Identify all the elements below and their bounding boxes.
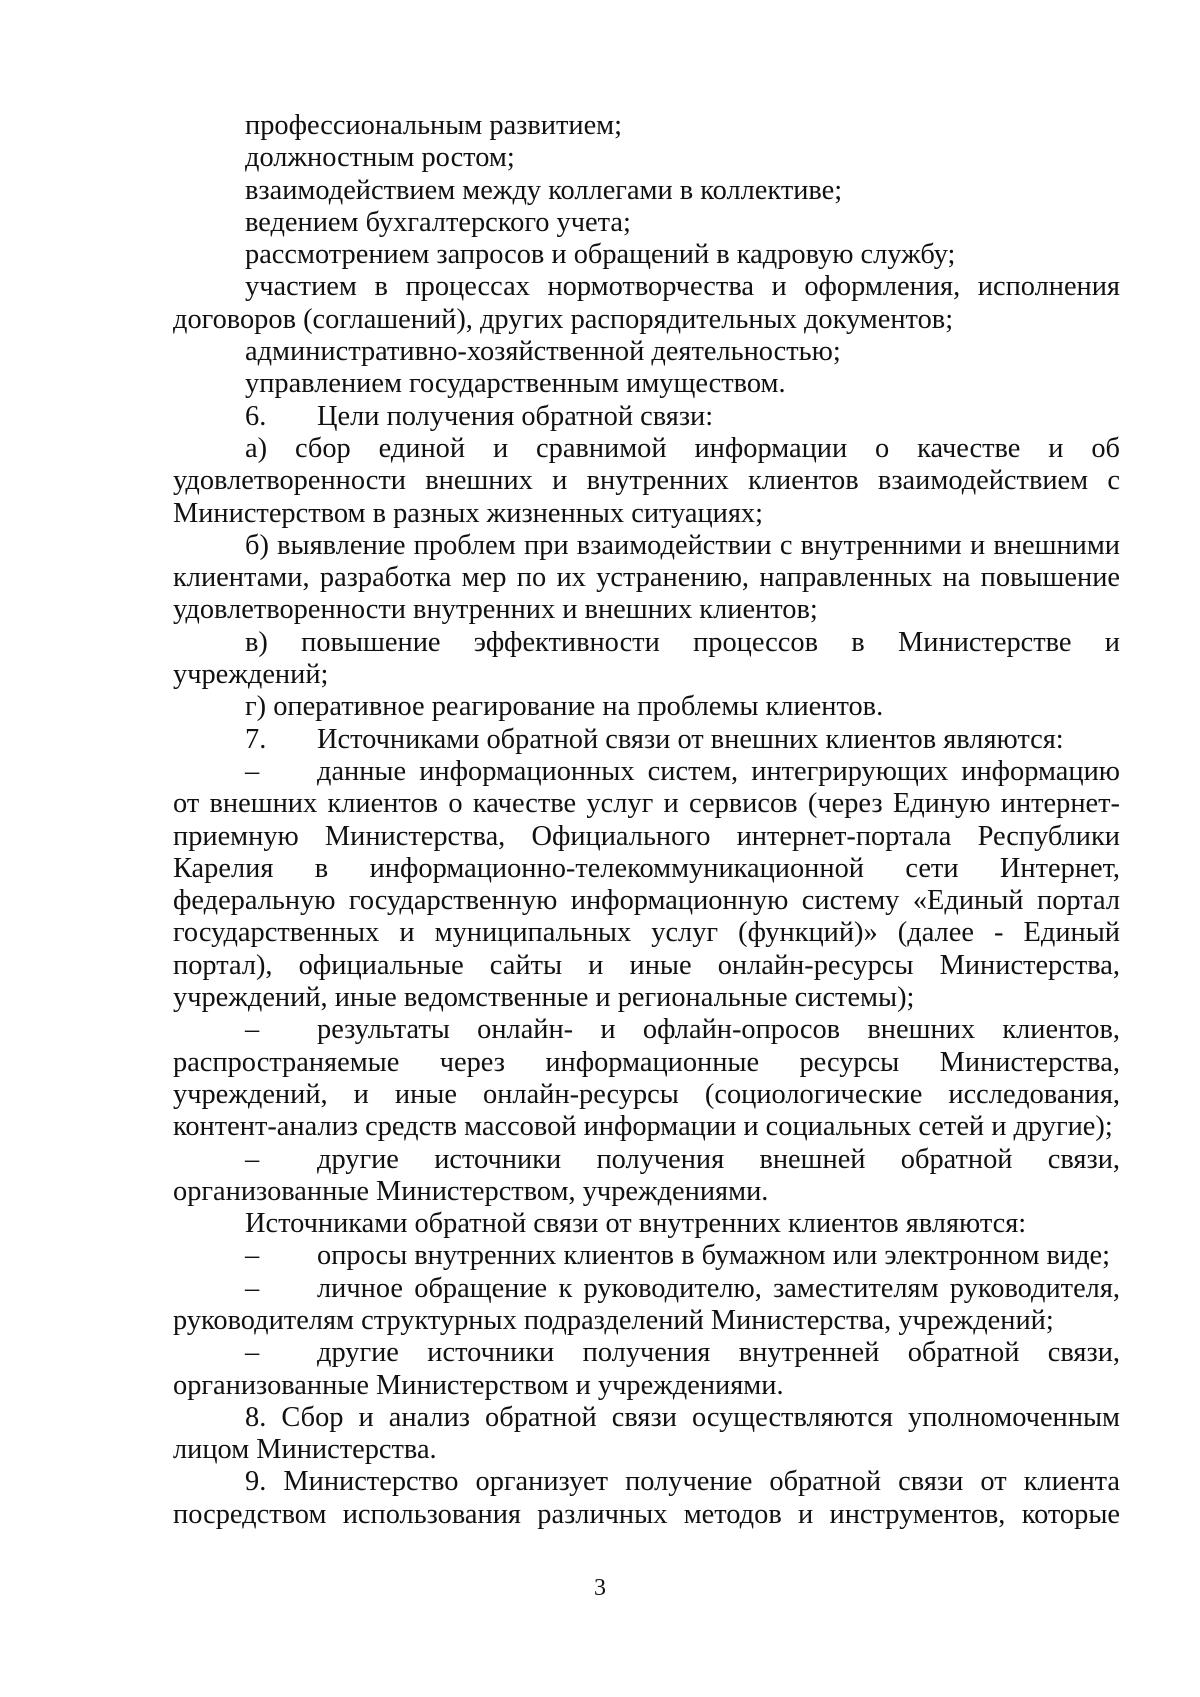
text-line: данные информационных систем, интегрирующих информацию	[317, 755, 1120, 787]
text-line: 9. Министерство организует получение обратной связи от клиента	[245, 1466, 1120, 1498]
text-line: организованные Министерством и учреждениями.	[173, 1369, 784, 1401]
section-heading	[173, 724, 1120, 756]
bullet-dash: –	[245, 1272, 260, 1304]
text-line: участием в процессах нормотворчества и оформления, исполнения	[245, 271, 1120, 303]
section-title: Источниками обратной связи от внешних клиентов являются:	[317, 723, 1064, 755]
text-line: а) сбор единой и сравнимой информации о качестве и об	[245, 432, 1120, 464]
section-heading	[173, 401, 1120, 433]
bullet-line	[173, 1144, 1120, 1176]
bullet-dash: –	[245, 1337, 260, 1369]
text-line: должностным ростом;	[245, 142, 515, 174]
text-line: административно-хозяйственной деятельностью;	[245, 336, 841, 368]
bullet-line	[173, 1014, 1120, 1046]
text-line: взаимодействием между коллегами в коллективе;	[245, 174, 843, 206]
text-line: управлением государственным имуществом.	[245, 368, 786, 400]
text-line: в) повышение эффективности процессов в Министерстве и	[245, 626, 1120, 658]
text-line: Источниками обратной связи от внутренних клиентов являются:	[245, 1208, 1027, 1240]
text-line: другие источники получения внешней обратной связи,	[317, 1143, 1120, 1175]
text-line: рассмотрением запросов и обращений в кадровую службу;	[245, 239, 956, 271]
bullet-dash: –	[245, 1240, 260, 1272]
text-line: г) оперативное реагирование на проблемы клиентов.	[245, 691, 884, 723]
text-line: приемную Министерства, Официального интернет-портала Республики	[173, 820, 1120, 852]
text-line: результаты онлайн- и офлайн-опросов внешних клиентов,	[317, 1014, 1120, 1046]
text-line: клиентами, разработка мер по их устранению, направленных на повышение	[173, 562, 1120, 594]
text-line: Министерством в разных жизненных ситуациях;	[173, 497, 763, 529]
bullet-line	[173, 1273, 1120, 1305]
text-line: опросы внутренних клиентов в бумажном или электронном виде;	[317, 1240, 1111, 1272]
text-line: лицом Министерства.	[173, 1434, 437, 1466]
text-line: контент-анализ средств массовой информации и социальных сетей и другие);	[173, 1111, 1113, 1143]
document-page	[173, 110, 1120, 1531]
text-line: учреждений, и иные онлайн-ресурсы (социологические исследования,	[173, 1078, 1120, 1110]
text-line: личное обращение к руководителю, заместителям руководителя,	[317, 1272, 1120, 1304]
text-line: распространяемые через информационные ресурсы Министерства,	[173, 1046, 1120, 1078]
text-line: федеральную государственную информационную систему «Единый портал	[173, 885, 1120, 917]
text-line: от внешних клиентов о качестве услуг и сервисов (через Единую интернет-	[173, 788, 1120, 820]
text-line: учреждений, иные ведомственные и региональные системы);	[173, 982, 915, 1014]
text-line: организованные Министерством, учреждениями.	[173, 1175, 769, 1207]
bullet-dash: –	[245, 1143, 260, 1175]
text-line: удовлетворенности внешних и внутренних клиентов взаимодействием с	[173, 465, 1120, 497]
text-line: 8. Сбор и анализ обратной связи осуществляются уполномоченным	[245, 1401, 1120, 1433]
text-line: Карелия в информационно-телекоммуникационной сети Интернет,	[173, 852, 1120, 884]
section-number: 6.	[245, 400, 267, 432]
text-line: руководителям структурных подразделений Министерства, учреждений;	[173, 1304, 1054, 1336]
text-line: портал), официальные сайты и иные онлайн-ресурсы Министерства,	[173, 949, 1120, 981]
page-number: 3	[594, 1575, 606, 1601]
text-line: профессиональным развитием;	[245, 110, 623, 141]
text-line: посредством использования различных методов и инструментов, которые	[173, 1498, 1120, 1530]
text-line: удовлетворенности внутренних и внешних клиентов;	[173, 594, 818, 626]
text-line: ведением бухгалтерского учета;	[245, 206, 631, 238]
bullet-dash: –	[245, 755, 260, 787]
bullet-dash: –	[245, 1014, 260, 1046]
section-number: 7.	[245, 723, 267, 755]
text-line: другие источники получения внутренней обратной связи,	[317, 1337, 1120, 1369]
text-line: договоров (соглашений), других распорядительных документов;	[173, 303, 954, 335]
bullet-line	[173, 756, 1120, 788]
text-line: государственных и муниципальных услуг (функций)» (далее - Единый	[173, 917, 1120, 949]
bullet-line	[173, 1337, 1120, 1369]
text-line: учреждений;	[173, 659, 329, 691]
section-title: Цели получения обратной связи:	[317, 400, 714, 432]
text-line: б) выявление проблем при взаимодействии с внутренними и внешними	[245, 529, 1120, 561]
bullet-line	[173, 1240, 1120, 1272]
